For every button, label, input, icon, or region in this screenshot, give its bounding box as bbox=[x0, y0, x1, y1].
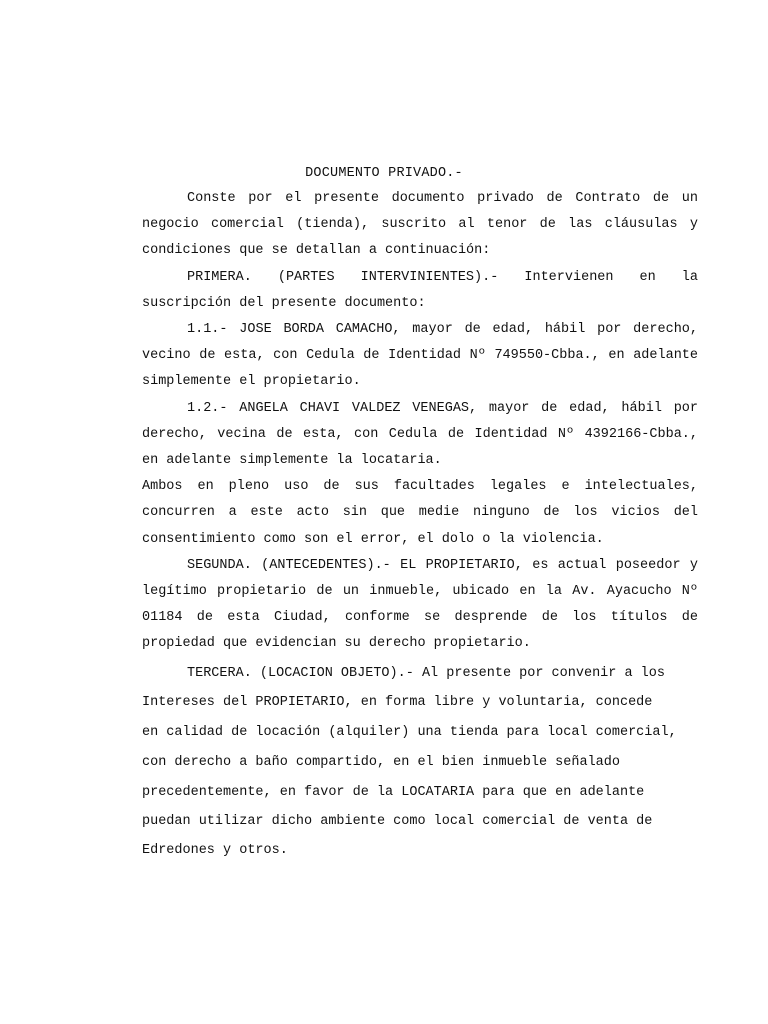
tercera-line: puedan utilizar dicho ambiente como local comercial de venta de bbox=[142, 813, 653, 829]
paragraph-intro: Conste por el presente documento privado de Contrato de un negocio comercial (tienda), suscrito al tenor de las cláusulas y condiciones que se detallan a continuación: bbox=[142, 191, 698, 259]
paragraph-1-1: 1.1.- JOSE BORDA CAMACHO, mayor de edad, hábil por derecho, vecino de esta, con Cedula de Identidad Nº 749550-Cbba., en adelante simplemente el propietario. bbox=[142, 322, 698, 390]
paragraph-tercera bbox=[142, 666, 698, 858]
paragraph-segunda: SEGUNDA. (ANTECEDENTES).- EL PROPIETARIO, es actual poseedor y legítimo propietario de un inmueble, ubicado en la Av. Ayacucho Nº 01184 de esta Ciudad, conforme se desprende de los títulos de propiedad que evidencian su derecho propietario. bbox=[142, 557, 698, 652]
tercera-line: Intereses del PROPIETARIO, en forma libre y voluntaria, concede bbox=[142, 694, 653, 710]
document-title: DOCUMENTO PRIVADO.- bbox=[305, 166, 463, 181]
tercera-line: precedentemente, en favor de la LOCATARIA para que en adelante bbox=[142, 784, 645, 800]
tercera-line: en calidad de locación (alquiler) una tienda para local comercial, bbox=[142, 724, 677, 740]
tercera-line: Edredones y otros. bbox=[142, 842, 288, 858]
paragraph-ambos: Ambos en pleno uso de sus facultades legales e intelectuales, concurren a este acto sin que medie ninguno de los vicios del consentimiento como son el error, el dolo o la violencia. bbox=[142, 479, 698, 547]
paragraph-primera: PRIMERA. (PARTES INTERVINIENTES).- Intervienen en la suscripción del presente documento: bbox=[142, 269, 698, 311]
document-body bbox=[142, 186, 698, 858]
tercera-line: TERCERA. (LOCACION OBJETO).- Al presente por convenir a los bbox=[187, 665, 665, 681]
paragraph-1-2: 1.2.- ANGELA CHAVI VALDEZ VENEGAS, mayor de edad, hábil por derecho, vecina de esta, con Cedula de Identidad Nº 4392166-Cbba., en adelante simplemente la locataria. bbox=[142, 400, 698, 469]
tercera-line: con derecho a baño compartido, en el bien inmueble señalado bbox=[142, 754, 620, 770]
